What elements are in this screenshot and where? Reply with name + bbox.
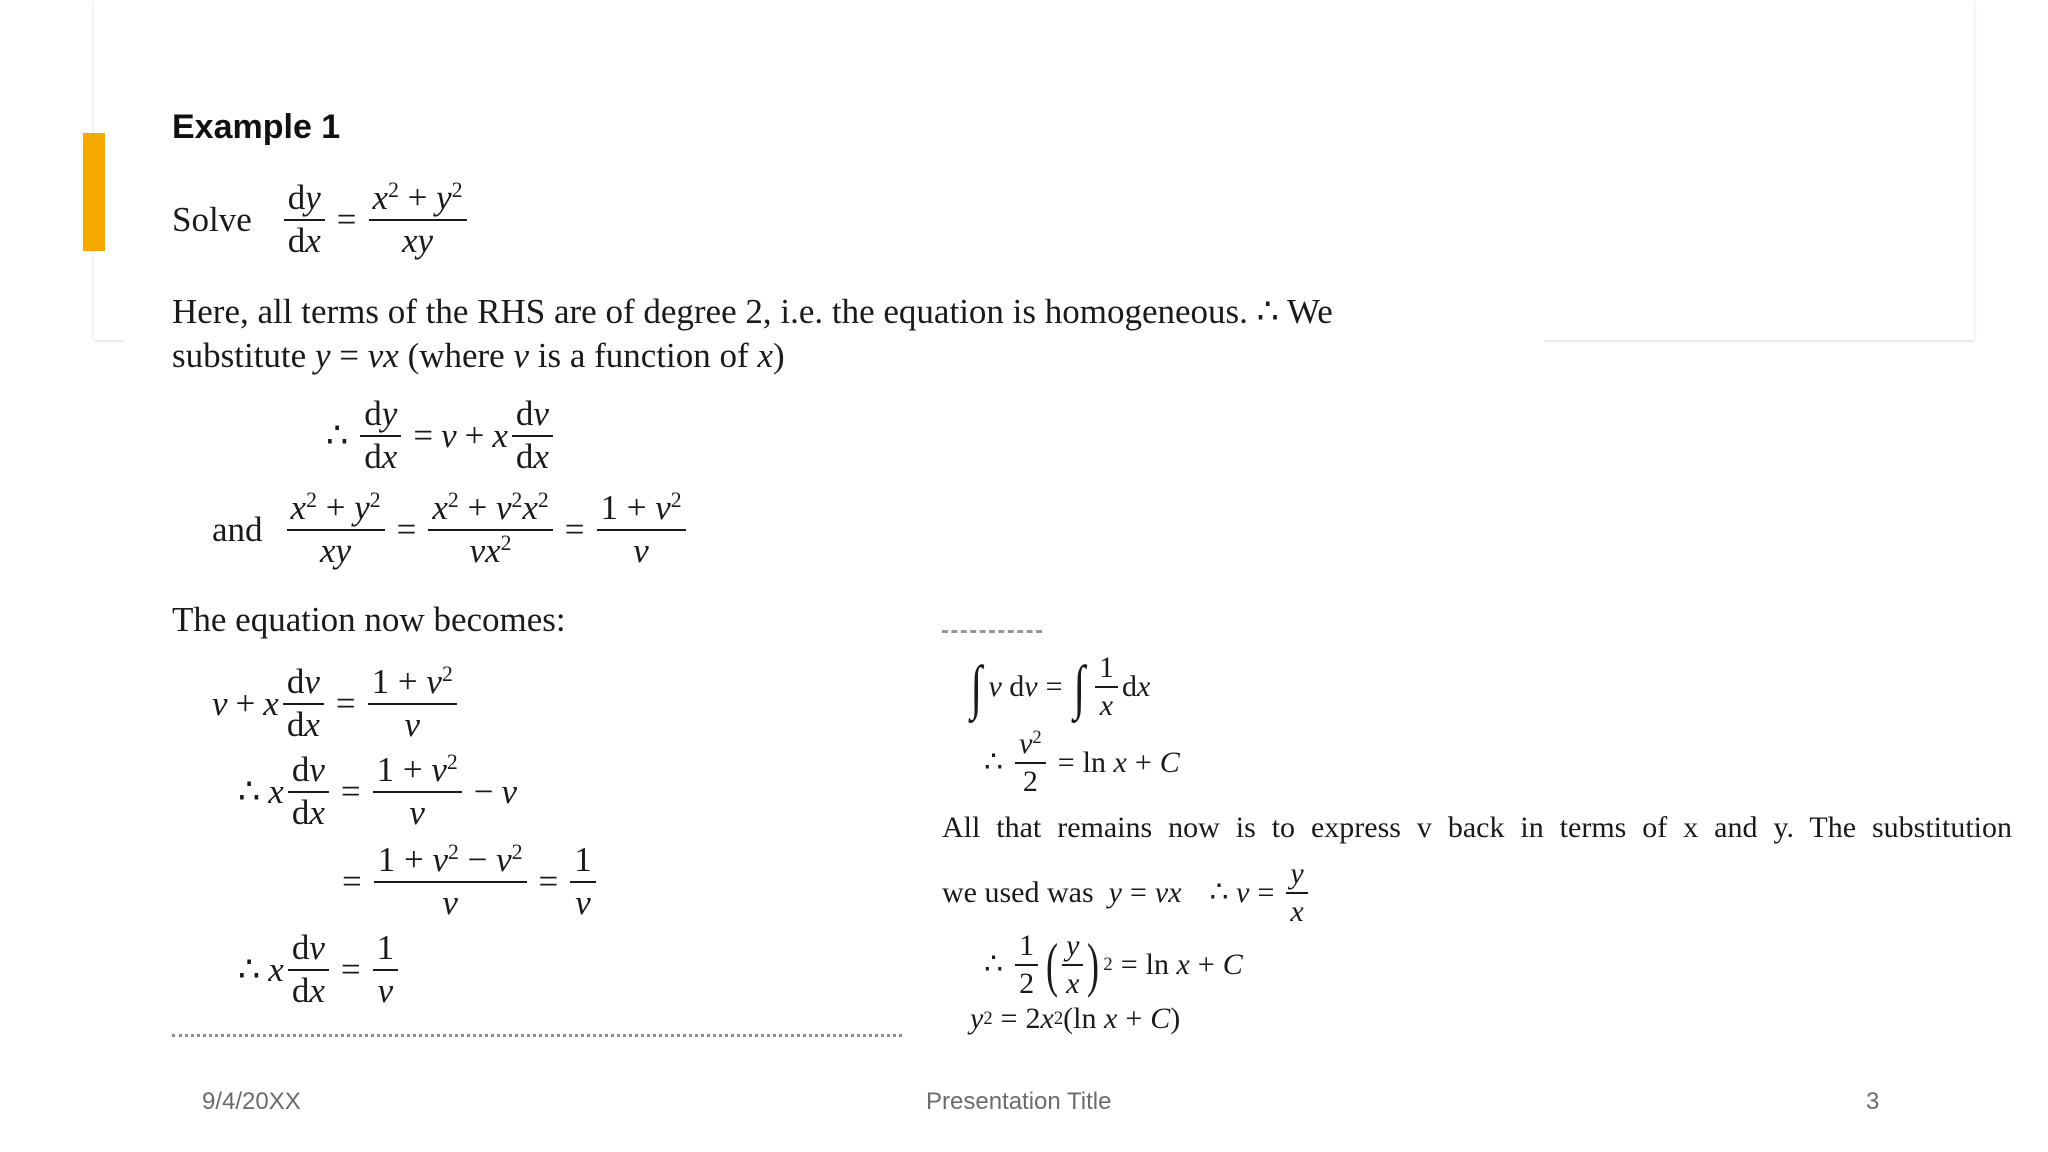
equation-step-1: v + x $\frac{dv}{dx}$ = $\frac{1 + v^2}{v}$ bbox=[212, 664, 461, 744]
back-substitution-paragraph bbox=[942, 802, 2012, 854]
final-solution: y 2 = 2 x 2 (ln x + C ) bbox=[970, 1002, 1181, 1035]
substituted-result: ∴ $\frac{1}{2}$ ( $\frac{y}{x}$ ) 2 = ln x + C bbox=[984, 929, 1243, 1000]
example-heading: Example 1 bbox=[172, 108, 341, 146]
rhs-substitution: and $\frac{x^2 + y^2}{xy}$ = $\frac{x^2 + v^2x^2}{vx^2}$ = $\frac{1 + v^2}{v}$ bbox=[212, 490, 690, 570]
intro-line-2: substitute y = vx (where v is a function of x) bbox=[172, 336, 785, 375]
problem-equation: Solve $\frac{dy}{dx}$ = $\frac{x^2 + y^2}{xy}$ bbox=[172, 180, 471, 260]
cropped-text-fragment-top bbox=[942, 630, 1042, 637]
derivative-substitution: ∴ $\frac{dy}{dx}$ = v + x $\frac{dv}{dx}$ bbox=[318, 396, 557, 476]
back-substitution-line-2: we used was y = vx ∴ v = $\frac{y}{x}$ bbox=[942, 858, 1312, 927]
equation-step-4: ∴ x $\frac{dv}{dx}$ = $\frac{1}{v}$ bbox=[230, 930, 402, 1010]
solve-label: Solve bbox=[172, 199, 252, 239]
integral-equation: ∫ v d v = ∫ $\frac{1}{x}$ d x bbox=[970, 651, 1151, 722]
intro-paragraph bbox=[172, 290, 1333, 378]
footer-date: 9/4/20XX bbox=[202, 1088, 301, 1115]
becomes-label: The equation now becomes: bbox=[172, 600, 566, 639]
dy-dx-fraction: $\frac{dy}{dx}$ bbox=[284, 180, 325, 260]
footer-title: Presentation Title bbox=[926, 1088, 1112, 1115]
equation-step-2: ∴ x $\frac{dv}{dx}$ = $\frac{1 + v^2}{v}$ − v bbox=[238, 750, 518, 832]
footer-page-number: 3 bbox=[1866, 1088, 1880, 1115]
rhs-fraction: $\frac{x^2 + y^2}{xy}$ bbox=[369, 180, 467, 260]
intro-line-1: Here, all terms of the RHS are of degree 2, i.e. the equation is homogeneous. ∴ We bbox=[172, 292, 1333, 331]
integrated-result: ∴ $\frac{v^2}{2}$ = ln x + C bbox=[984, 726, 1180, 798]
and-label: and bbox=[212, 509, 263, 549]
equation-step-3: = $\frac{1 + v^2 - v^2}{v}$ = $\frac{1}{v}$ bbox=[334, 842, 600, 922]
back-substitution-line-1: All that remains now is to express v back in terms of x and y. The substitution bbox=[942, 811, 2012, 844]
cropped-text-fragment bbox=[172, 1034, 902, 1043]
